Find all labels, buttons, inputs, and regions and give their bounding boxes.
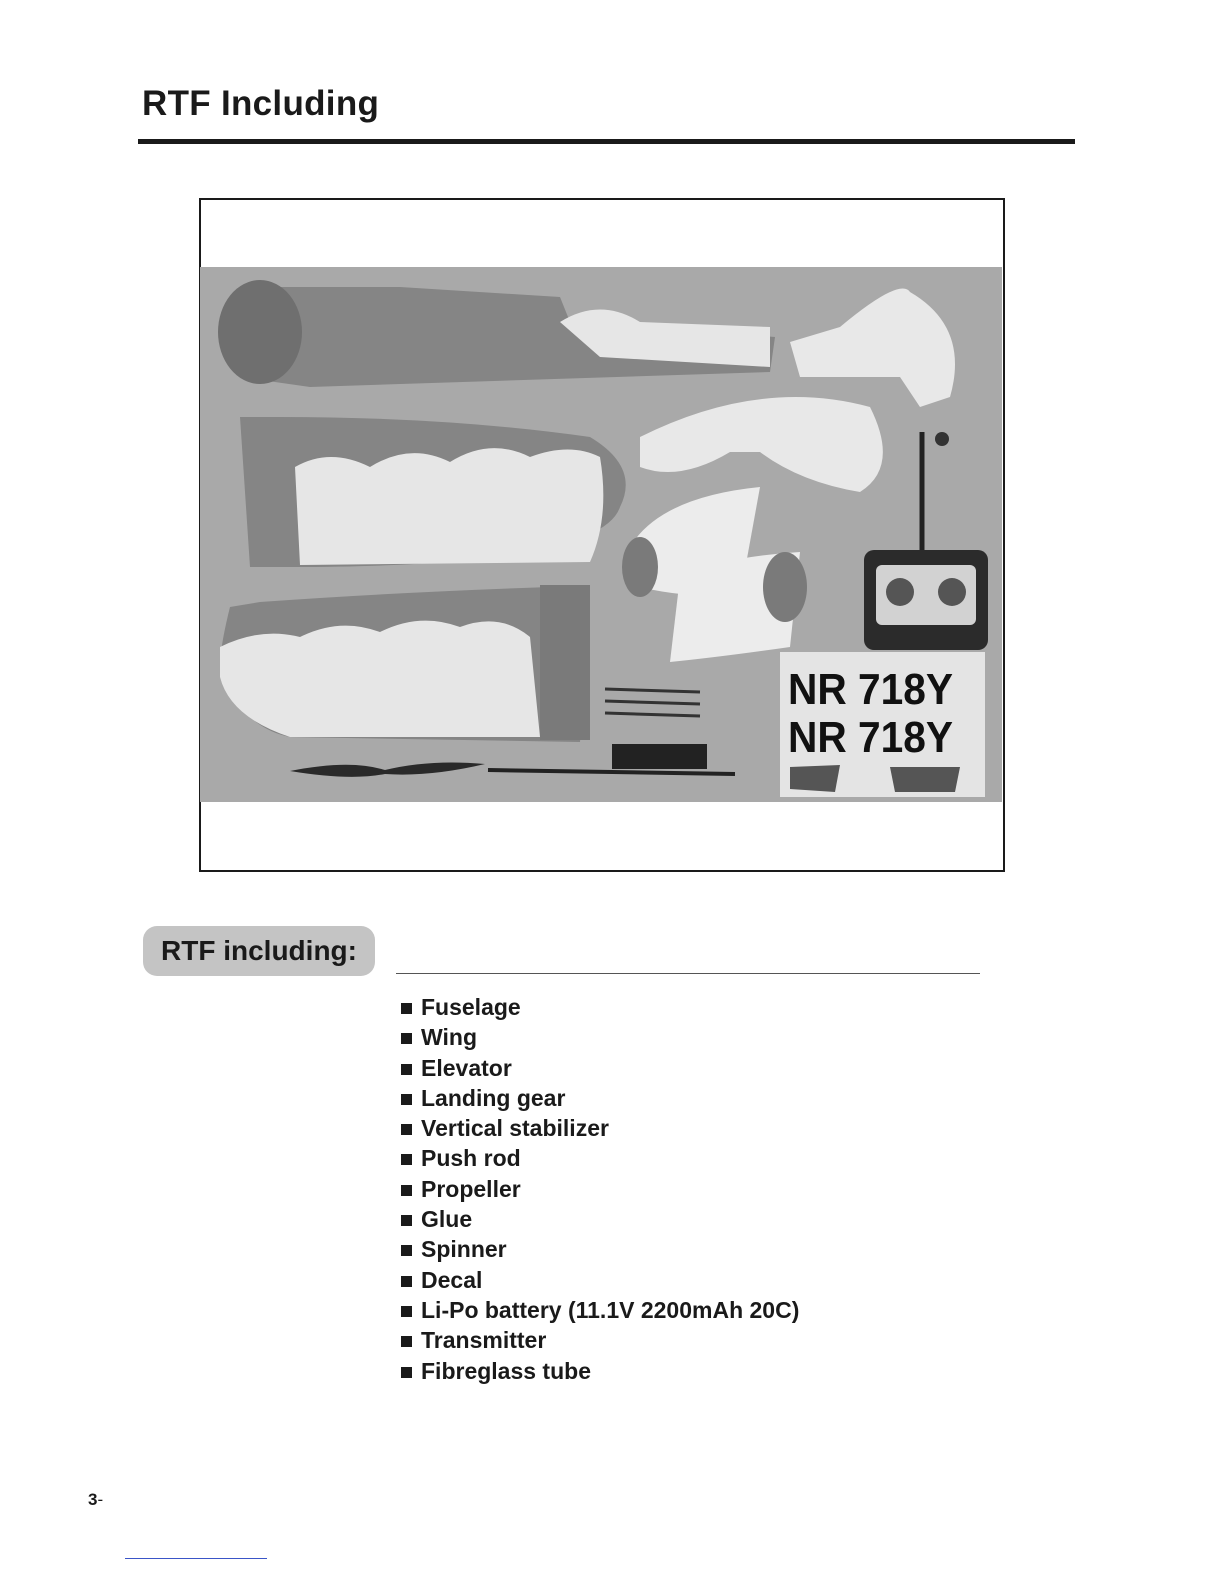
list-item: Spinner xyxy=(401,1234,799,1264)
square-bullet-icon xyxy=(401,1064,412,1075)
list-item: Landing gear xyxy=(401,1083,799,1113)
list-item: Propeller xyxy=(401,1174,799,1204)
page-number: 3- xyxy=(88,1490,104,1509)
square-bullet-icon xyxy=(401,1154,412,1165)
list-item: Fibreglass tube xyxy=(401,1356,799,1386)
list-item: Glue xyxy=(401,1204,799,1234)
list-item: Transmitter xyxy=(401,1325,799,1355)
list-item: Decal xyxy=(401,1265,799,1295)
square-bullet-icon xyxy=(401,1276,412,1287)
decal-text-2: NR 718Y xyxy=(788,713,953,762)
square-bullet-icon xyxy=(401,1215,412,1226)
page-title: RTF Including xyxy=(142,84,380,123)
square-bullet-icon xyxy=(401,1094,412,1105)
list-item: Li-Po battery (11.1V 2200mAh 20C) xyxy=(401,1295,799,1325)
footer-divider xyxy=(125,1558,267,1559)
square-bullet-icon xyxy=(401,1367,412,1378)
wing-part-right xyxy=(240,417,626,567)
section-divider xyxy=(396,973,980,974)
list-item: Fuselage xyxy=(401,992,799,1022)
decal-text-1: NR 718Y xyxy=(788,665,953,714)
square-bullet-icon xyxy=(401,1245,412,1256)
title-divider xyxy=(138,139,1075,144)
square-bullet-icon xyxy=(401,1185,412,1196)
square-bullet-icon xyxy=(401,1124,412,1135)
kit-contents-photo xyxy=(200,267,1002,802)
square-bullet-icon xyxy=(401,1033,412,1044)
square-bullet-icon xyxy=(401,1336,412,1347)
list-item: Push rod xyxy=(401,1143,799,1173)
square-bullet-icon xyxy=(401,1003,412,1014)
wing-part-left xyxy=(220,585,590,742)
square-bullet-icon xyxy=(401,1306,412,1317)
list-item: Elevator xyxy=(401,1053,799,1083)
battery-part xyxy=(612,744,707,769)
parts-list xyxy=(401,992,799,1386)
list-item: Wing xyxy=(401,1022,799,1052)
list-item: Vertical stabilizer xyxy=(401,1113,799,1143)
section-heading: RTF including: xyxy=(143,926,375,976)
decal-sheet-part xyxy=(780,652,985,797)
